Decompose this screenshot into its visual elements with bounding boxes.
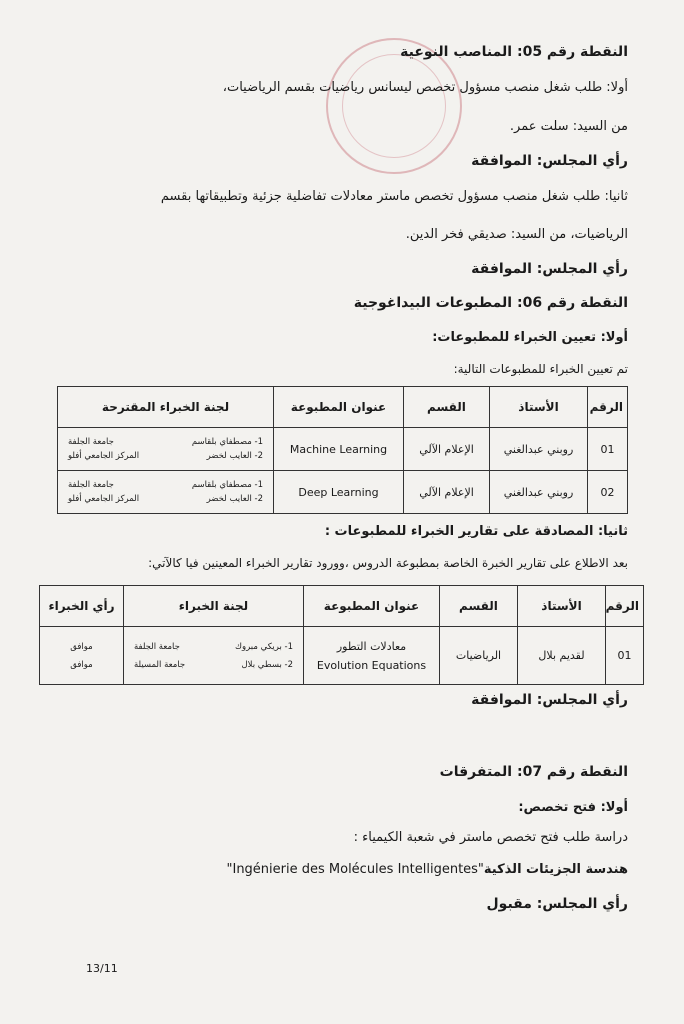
point05-first: أولا: طلب شغل منصب مسؤول تخصص ليسانس رياضيات بقسم الرياضيات، (222, 80, 628, 95)
header-committee: لجنة الخبراء المقترحة (58, 387, 274, 428)
expert-institution: جامعة الجلفة (134, 641, 180, 652)
experts-table (57, 386, 628, 514)
point06-intro: تم تعيين الخبراء للمطبوعات التالية: (453, 362, 628, 376)
table-header-row (58, 387, 628, 428)
point05-opinion2: رأي المجلس: الموافقة (471, 261, 628, 277)
row-title-en: Evolution Equations (316, 658, 427, 672)
point07-spec (56, 862, 628, 877)
table-header-row (40, 586, 644, 627)
point06-opinion: رأي المجلس: الموافقة (471, 692, 628, 708)
point07-title: النقطة رقم 07: المتفرقات (439, 764, 628, 780)
row-num: 02 (588, 471, 628, 514)
row-num: 01 (588, 428, 628, 471)
header-title: عنوان المطبوعة (304, 586, 440, 627)
row-dept: الرياضيات (440, 627, 518, 685)
point07-first: أولا: فتح تخصص: (518, 800, 628, 815)
expert-institution: جامعة المسيلة (134, 659, 186, 670)
expert-reports-table (39, 585, 644, 685)
row-title: Machine Learning (274, 428, 404, 471)
point06-title: النقطة رقم 06: المطبوعات البيداغوجية (353, 295, 628, 311)
point05-second-line1: ثانيا: طلب شغل منصب مسؤول تخصص ماستر معادلات تفاضلية جزئية وتطبيقاتها بقسم (160, 189, 628, 204)
row-prof: روبني عبدالغني (490, 428, 588, 471)
expert-institution: المركز الجامعي أفلو (68, 494, 140, 504)
expert-opinion: موافق (70, 659, 93, 670)
header-dept: القسم (440, 586, 518, 627)
point06-second-intro: بعد الاطلاع على تقارير الخبرة الخاصة بمطبوعة الدروس ،وورود تقارير الخبراء المعينين فيا كالآتي: (148, 556, 628, 570)
row-prof: لقديم بلال (518, 627, 606, 685)
row-title: Deep Learning (274, 471, 404, 514)
header-num: الرقم (588, 387, 628, 428)
header-dept: القسم (404, 387, 490, 428)
point06-second: ثانيا: المصادقة على تقارير الخبراء للمطبوعات : (324, 524, 628, 539)
header-committee: لجنة الخبراء (124, 586, 304, 627)
expert-name: 2- العايب لخضر (206, 494, 263, 504)
point06-first: أولا: تعيين الخبراء للمطبوعات: (432, 330, 628, 345)
point05-first-person: من السيد: سلت عمر. (509, 119, 628, 134)
expert-institution: جامعة الجلفة (68, 437, 114, 447)
expert-name: 2- العايب لخضر (206, 451, 263, 461)
row-prof: روبني عبدالغني (490, 471, 588, 514)
header-prof: الأستاذ (518, 586, 606, 627)
specialty-french: "Ingénierie des Molécules Intelligentes" (226, 862, 484, 877)
point07-opinion: رأي المجلس: مقبول (486, 896, 628, 912)
page-number: 13/11 (86, 962, 118, 975)
header-opinion: رأي الخبراء (40, 586, 124, 627)
row-opinion (40, 627, 124, 685)
expert-name: 1- مصطفاي بلقاسم (191, 437, 263, 447)
expert-opinion: موافق (70, 641, 93, 652)
point05-title: النقطة رقم 05: المناصب النوعية (400, 44, 628, 60)
header-num: الرقم (606, 586, 644, 627)
expert-name: 1- بريكي مبروك (234, 641, 293, 652)
point05-second-line2: الرياضيات، من السيد: صديقي فخر الدين. (405, 227, 628, 242)
row-dept: الإعلام الآلي (404, 471, 490, 514)
row-committee (58, 428, 274, 471)
expert-name: 2- بسطي بلال (241, 659, 293, 670)
row-dept: الإعلام الآلي (404, 428, 490, 471)
point07-study: دراسة طلب فتح تخصص ماستر في شعبة الكيمياء : (353, 830, 628, 845)
specialty-arabic: هندسة الجزيئات الذكية (483, 862, 628, 877)
row-title (304, 627, 440, 685)
table-row (40, 627, 644, 685)
point05-opinion1: رأي المجلس: الموافقة (471, 153, 628, 169)
expert-institution: المركز الجامعي أفلو (68, 451, 140, 461)
header-title: عنوان المطبوعة (274, 387, 404, 428)
expert-name: 1- مصطفاي بلقاسم (191, 480, 263, 490)
expert-institution: جامعة الجلفة (68, 480, 114, 490)
row-committee (124, 627, 304, 685)
table-row (58, 428, 628, 471)
row-num: 01 (606, 627, 644, 685)
header-prof: الأستاذ (490, 387, 588, 428)
row-committee (58, 471, 274, 514)
row-title-ar: معادلات التطور (336, 639, 407, 653)
table-row (58, 471, 628, 514)
